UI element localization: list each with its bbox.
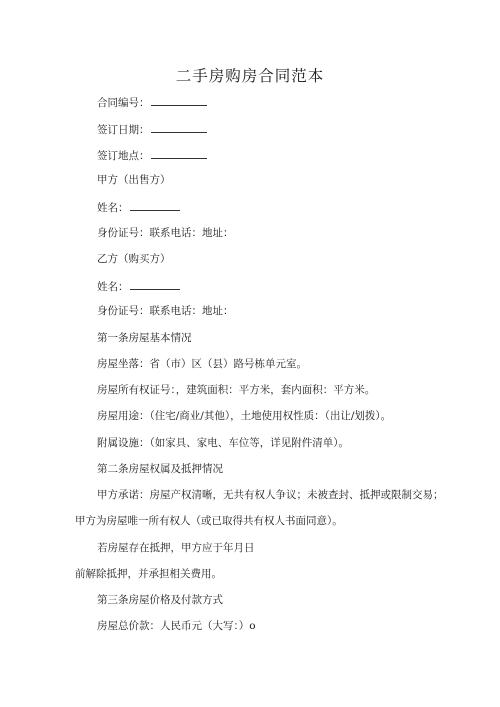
sign-place-blank xyxy=(151,147,207,159)
seller-promise-line-2: 甲方为房屋唯一所有权人（或已取得共有权人书面同意）。 xyxy=(75,515,343,527)
article-3-heading: 第三条房屋价格及付款方式 xyxy=(97,594,223,606)
sign-place-label: 签订地点： xyxy=(97,150,150,162)
contract-number-line xyxy=(97,94,207,110)
seller-promise-line-1: 甲方承诺：房屋产权清晰，无共有权人争议；未被查封、抵押或限制交易； xyxy=(97,489,444,501)
party-b-name-blank xyxy=(130,278,180,290)
party-b-name-line xyxy=(97,278,180,294)
sign-date-blank xyxy=(151,121,207,133)
article-2-heading: 第二条房屋权属及抵押情况 xyxy=(97,463,223,475)
facilities-line: 附属设施：（如家具、家电、车位等，详见附件清单）。 xyxy=(97,437,349,449)
total-price-line: 房屋总价款：人民币元（大写：）o xyxy=(97,620,256,632)
article-1-heading: 第一条房屋基本情况 xyxy=(97,332,192,344)
party-b-heading: 乙方（购买方） xyxy=(97,253,171,265)
party-a-heading: 甲方（出售方） xyxy=(97,174,171,186)
contract-number-blank xyxy=(151,94,207,106)
party-a-name-label: 姓名： xyxy=(97,202,129,214)
sign-date-line xyxy=(97,121,207,137)
document-title: 二手房购房合同范本 xyxy=(175,67,325,85)
mortgage-line-2: 前解除抵押，并承担相关费用。 xyxy=(75,568,222,580)
house-usage-line: 房屋用途：（住宅/商业/其他），土地使用权性质：（出让/划拨）。 xyxy=(97,410,392,422)
house-location-line: 房屋坐落：省（市）区（县）路号栋单元室。 xyxy=(97,358,307,370)
party-a-id-line: 身份证号：联系电话：地址： xyxy=(97,227,234,239)
mortgage-line-1: 若房屋存在抵押，甲方应于年月日 xyxy=(97,542,255,554)
ownership-cert-line: 房屋所有权证号：，建筑面积：平方米，套内面积：平方米。 xyxy=(97,384,376,396)
party-a-name-blank xyxy=(130,199,180,211)
party-b-id-line: 身份证号：联系电话：地址： xyxy=(97,305,234,317)
sign-date-label: 签订日期： xyxy=(97,124,150,136)
party-a-name-line xyxy=(97,199,180,215)
contract-number-label: 合同编号： xyxy=(97,97,150,109)
sign-place-line xyxy=(97,147,207,163)
party-b-name-label: 姓名： xyxy=(97,281,129,293)
